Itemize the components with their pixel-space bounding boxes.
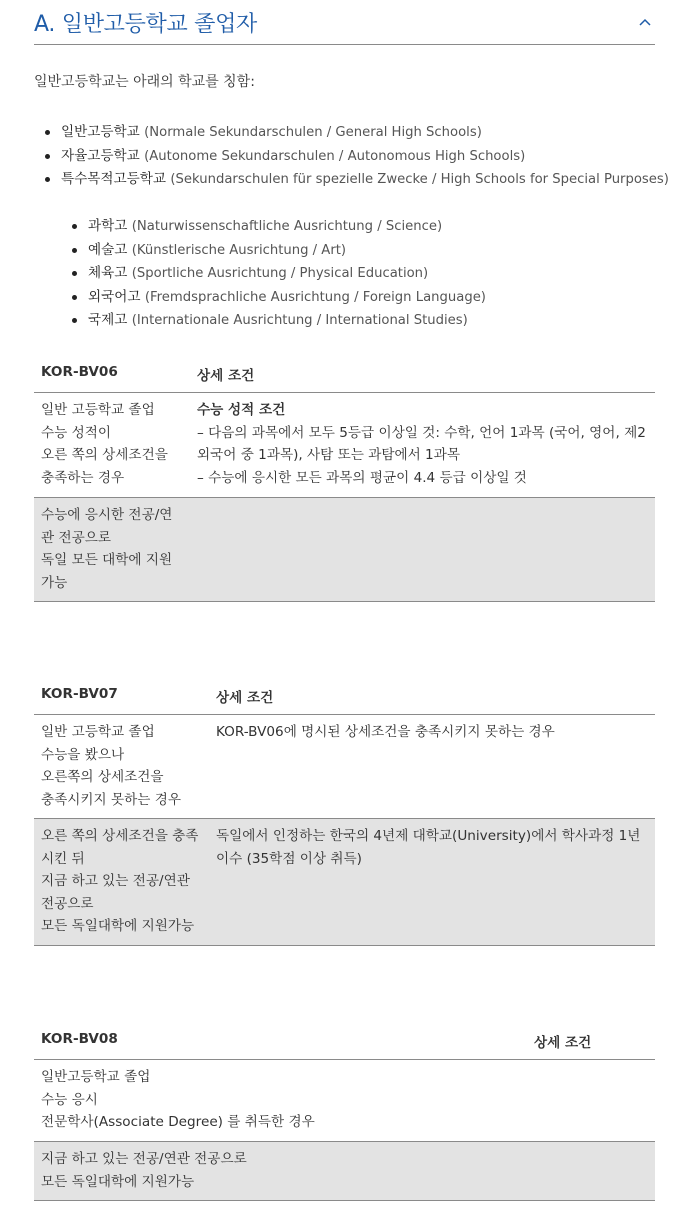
table-kor-bv06	[34, 352, 655, 602]
table-code: KOR-BV08	[41, 1031, 118, 1047]
chevron-up-icon[interactable]	[635, 12, 655, 32]
list-item: 자율고등학교 (Autonome Sekundarschulen / Autonomous High Schools)	[34, 145, 669, 169]
condition-cell: 일반 고등학교 졸업 수능 성적이 오른 쪽의 상세조건을 충족하는 경우	[41, 402, 168, 486]
intro-text: 일반고등학교는 아래의 학교를 칭함:	[34, 74, 255, 90]
table-row	[34, 715, 655, 819]
table-code: KOR-BV06	[41, 364, 118, 380]
table-header	[34, 1019, 655, 1060]
detail-cell: 수능 성적 조건 – 다음의 과목에서 모두 5등급 이상일 것: 수학, 언어 1과목 (국어, 영어, 제2 외국어 중 1과목), 사탐 또는 과탐에서 1과목 – 수능에 응시한 모든 과목의 평균이 4.4 등급 이상일 것	[197, 402, 646, 486]
result-cell: 지금 하고 있는 전공/연관 전공으로 모든 독일대학에 지원가능	[41, 1151, 247, 1190]
table-row	[34, 393, 655, 498]
section-title: A. 일반고등학교 졸업자	[34, 12, 258, 37]
content-wrapper	[34, 0, 669, 1190]
result-cell: 오른 쪽의 상세조건을 충족 시킨 뒤 지금 하고 있는 전공/연관 전공으로 모든 독일대학에 지원가능	[41, 828, 199, 934]
table-kor-bv07	[34, 674, 655, 946]
detail-header: 상세 조건	[216, 690, 274, 706]
table-row	[34, 498, 655, 602]
list-item: 체육고 (Sportliche Ausrichtung / Physical Education)	[61, 262, 486, 286]
special-school-list	[61, 215, 486, 333]
table-kor-bv08	[34, 1019, 655, 1201]
detail-cell: 독일에서 인정하는 한국의 4년제 대학교(University)에서 학사과정 1년 이수 (35학점 이상 취득)	[216, 828, 641, 867]
list-item: 외국어고 (Fremdsprachliche Ausrichtung / Foreign Language)	[61, 286, 486, 310]
table-header	[34, 352, 655, 393]
detail-header: 상세 조건	[197, 368, 255, 384]
result-cell: 수능에 응시한 전공/연 관 전공으로 독일 모든 대학에 지원 가능	[41, 507, 173, 591]
detail-header: 상세 조건	[534, 1035, 592, 1051]
detail-cell: KOR-BV06에 명시된 상세조건을 충족시키지 못하는 경우	[216, 724, 555, 740]
table-row	[34, 1060, 655, 1142]
school-type-list	[34, 121, 669, 192]
condition-cell: 일반고등학교 졸업 수능 응시 전문학사(Associate Degree) 를 취득한 경우	[41, 1069, 315, 1130]
condition-cell: 일반 고등학교 졸업 수능을 봤으나 오른쪽의 상세조건을 충족시키지 못하는 경우	[41, 724, 181, 808]
list-item: 예술고 (Künstlerische Ausrichtung / Art)	[61, 239, 486, 263]
list-item: 특수목적고등학교 (Sekundarschulen für spezielle Zwecke / High Schools for Special Purposes)	[34, 168, 669, 192]
list-item: 일반고등학교 (Normale Sekundarschulen / General High Schools)	[34, 121, 669, 145]
table-row	[34, 1142, 655, 1201]
accordion-header[interactable]	[34, 0, 655, 45]
table-header	[34, 674, 655, 715]
list-item: 국제고 (Internationale Ausrichtung / International Studies)	[61, 309, 486, 333]
table-code: KOR-BV07	[41, 686, 118, 702]
table-row	[34, 819, 655, 946]
list-item: 과학고 (Naturwissenschaftliche Ausrichtung / Science)	[61, 215, 486, 239]
